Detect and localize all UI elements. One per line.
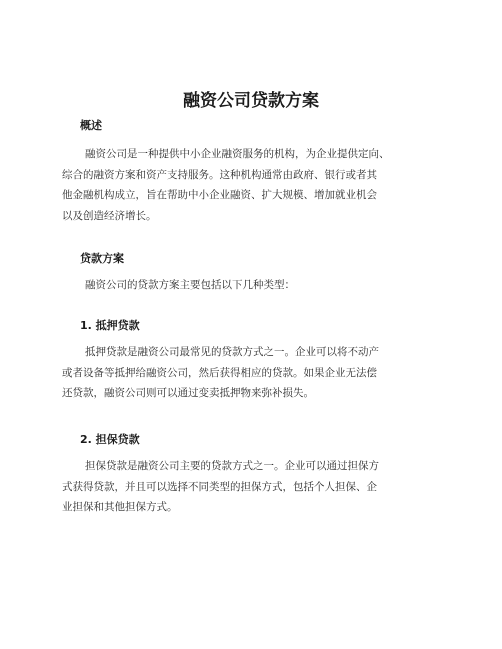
section-heading-overview: 概述 [80, 119, 102, 132]
paragraph-loan-plan [62, 275, 442, 296]
paragraph-line: 业担保和其他担保方式。 [62, 501, 178, 513]
paragraph-guarantee [62, 456, 442, 518]
paragraph-line: 式获得贷款，并且可以选择不同类型的担保方式，包括个人担保、企 [62, 480, 377, 493]
paragraph-line: 综合的融资方案和资产支持服务。这种机构通常由政府、银行或者其 [62, 168, 377, 181]
paragraph-line: 他金融机构成立，旨在帮助中小企业融资、扩大规模、增加就业机会 [62, 189, 377, 201]
section-heading-guarantee: 2. 担保贷款 [80, 433, 140, 446]
paragraph-line: 还贷款，融资公司则可以通过变卖抵押物来弥补损失。 [62, 387, 314, 399]
paragraph-line: 以及创造经济增长。 [62, 209, 157, 222]
section-heading-loan-plan: 贷款方案 [80, 252, 124, 265]
paragraph-line: 担保贷款是融资公司主要的贷款方式之一。企业可以通过担保方 [85, 460, 379, 472]
paragraph-line: 融资公司的贷款方案主要包括以下几种类型： [85, 279, 295, 291]
paragraph-overview [62, 144, 442, 226]
section-heading-mortgage: 1. 抵押贷款 [80, 319, 140, 332]
paragraph-line: 或者设备等抵押给融资公司，然后获得相应的贷款。如果企业无法偿 [62, 366, 377, 379]
paragraph-line: 融资公司是一种提供中小企业融资服务的机构，为企业提供定向、 [85, 148, 390, 160]
paragraph-line: 抵押贷款是融资公司最常见的贷款方式之一。企业可以将不动产 [85, 346, 379, 358]
paragraph-mortgage [62, 342, 442, 404]
document-title: 融资公司贷款方案 [183, 91, 319, 111]
